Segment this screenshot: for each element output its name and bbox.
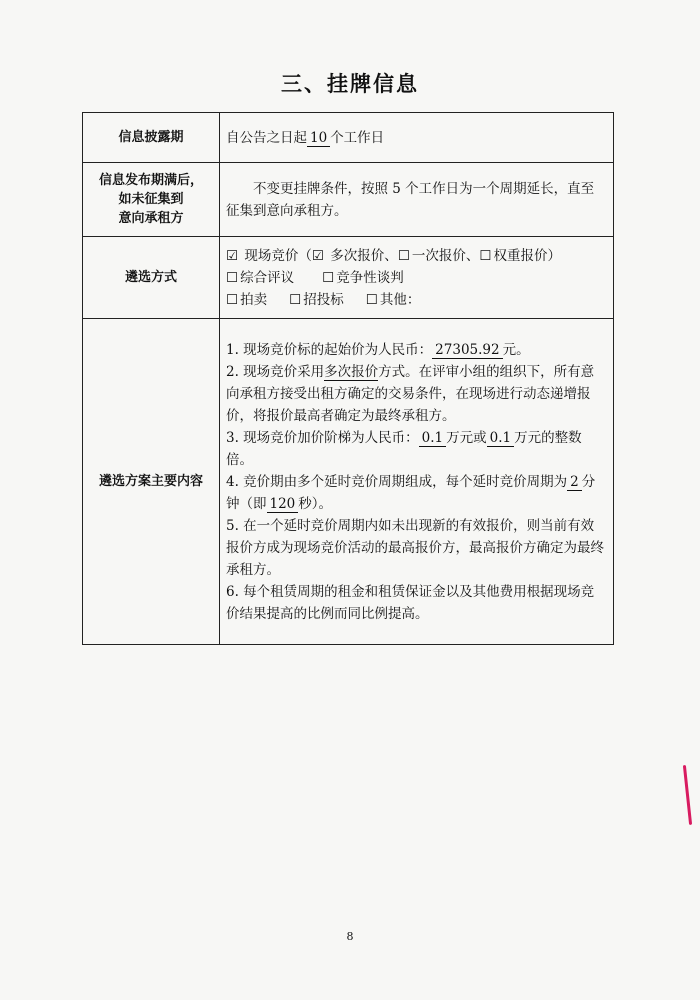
listing-info-table (82, 112, 614, 645)
plan-item-6: 6. 每个租赁周期的租金和租赁保证金以及其他费用根据现场竞价结果提高的比例而同比例提高。 (226, 583, 595, 622)
method-options (220, 237, 614, 319)
method-option-line (226, 267, 607, 289)
plan-item-2: 2. 现场竞价采用多次报价方式。在评审小组的组织下，所有意向承租方接受出租方确定的交易条件，在现场进行动态递增报价，将报价最高者确定为最终承租方。 (226, 363, 595, 424)
disclosure-suffix: 个工作日 (330, 129, 385, 146)
checkbox-empty-icon: ☐ (479, 247, 492, 264)
option-multiple-bids: 多次报价、 (326, 247, 398, 264)
option-competitive-negotiation: 竞争性谈判 (336, 269, 404, 286)
table-row-no-bidder (83, 163, 614, 237)
option-auction: 拍卖 (240, 291, 268, 308)
plan-label: 遴选方案主要内容 (83, 319, 220, 645)
checkbox-checked-icon: ☑ (311, 247, 325, 264)
page-title: 三、挂牌信息 (281, 72, 419, 96)
no-bidder-value (220, 163, 614, 237)
increment-value: 0.1 (419, 430, 446, 447)
method-option-line (226, 245, 607, 267)
option-tender: 招投标 (303, 291, 344, 308)
page-number: 8 (346, 930, 354, 943)
checkbox-empty-icon: ☐ (289, 291, 302, 308)
table-row-method (83, 237, 614, 319)
table-row-plan (83, 319, 614, 645)
no-bidder-label-line: 如未征集到 (118, 192, 184, 207)
plan-item-4: 4. 竞价期由多个延时竞价周期组成，每个延时竞价周期为 2 分钟（即 120 秒）。 (226, 473, 596, 512)
checkbox-empty-icon: ☐ (397, 247, 410, 264)
disclosure-prefix: 自公告之日起 (226, 129, 307, 146)
disclosure-label: 信息披露期 (83, 113, 220, 163)
plan-content (220, 319, 614, 645)
table-row-disclosure (83, 113, 614, 163)
option-comprehensive-review: 综合评议 (240, 269, 295, 286)
option-weighted-bid: 权重报价） (493, 247, 562, 264)
no-bidder-text: 不变更挂牌条件，按照 5 个工作日为一个周期延长，直至征集到意向承租方。 (226, 180, 595, 219)
no-bidder-label (83, 163, 220, 237)
checkbox-empty-icon: ☐ (365, 291, 378, 308)
cycle-minutes: 2 (567, 474, 582, 491)
increment-value: 0.1 (487, 430, 514, 447)
method-option-line (226, 289, 607, 311)
checkbox-checked-icon: ☑ (226, 247, 239, 264)
option-onsite-bidding: 现场竞价（ (240, 247, 312, 264)
plan-item-3: 3. 现场竞价加价阶梯为人民币： 0.1 万元或 0.1 万元的整数倍。 (226, 429, 582, 468)
margin-ink-mark (683, 765, 692, 825)
option-single-bid: 一次报价、 (411, 247, 480, 264)
bidding-method: 多次报价 (324, 363, 379, 380)
checkbox-empty-icon: ☐ (226, 269, 239, 286)
plan-item-1: 1. 现场竞价标的起始价为人民币： 27305.92 元。 (226, 341, 530, 358)
no-bidder-label-line: 信息发布期满后， (98, 173, 203, 188)
disclosure-days: 10 (307, 130, 330, 147)
no-bidder-label-line: 意向承租方 (118, 211, 184, 226)
option-other: 其他： (379, 291, 421, 308)
checkbox-empty-icon: ☐ (322, 269, 335, 286)
plan-item-5: 5. 在一个延时竞价周期内如未出现新的有效报价，则当前有效报价方成为现场竞价活动的最高报价方，最高报价方确定为最终承租方。 (226, 517, 604, 578)
disclosure-value (220, 113, 614, 163)
method-label: 遴选方式 (83, 237, 220, 319)
starting-price: 27305.92 (432, 342, 502, 359)
cycle-seconds: 120 (267, 496, 299, 513)
checkbox-empty-icon: ☐ (226, 291, 239, 308)
